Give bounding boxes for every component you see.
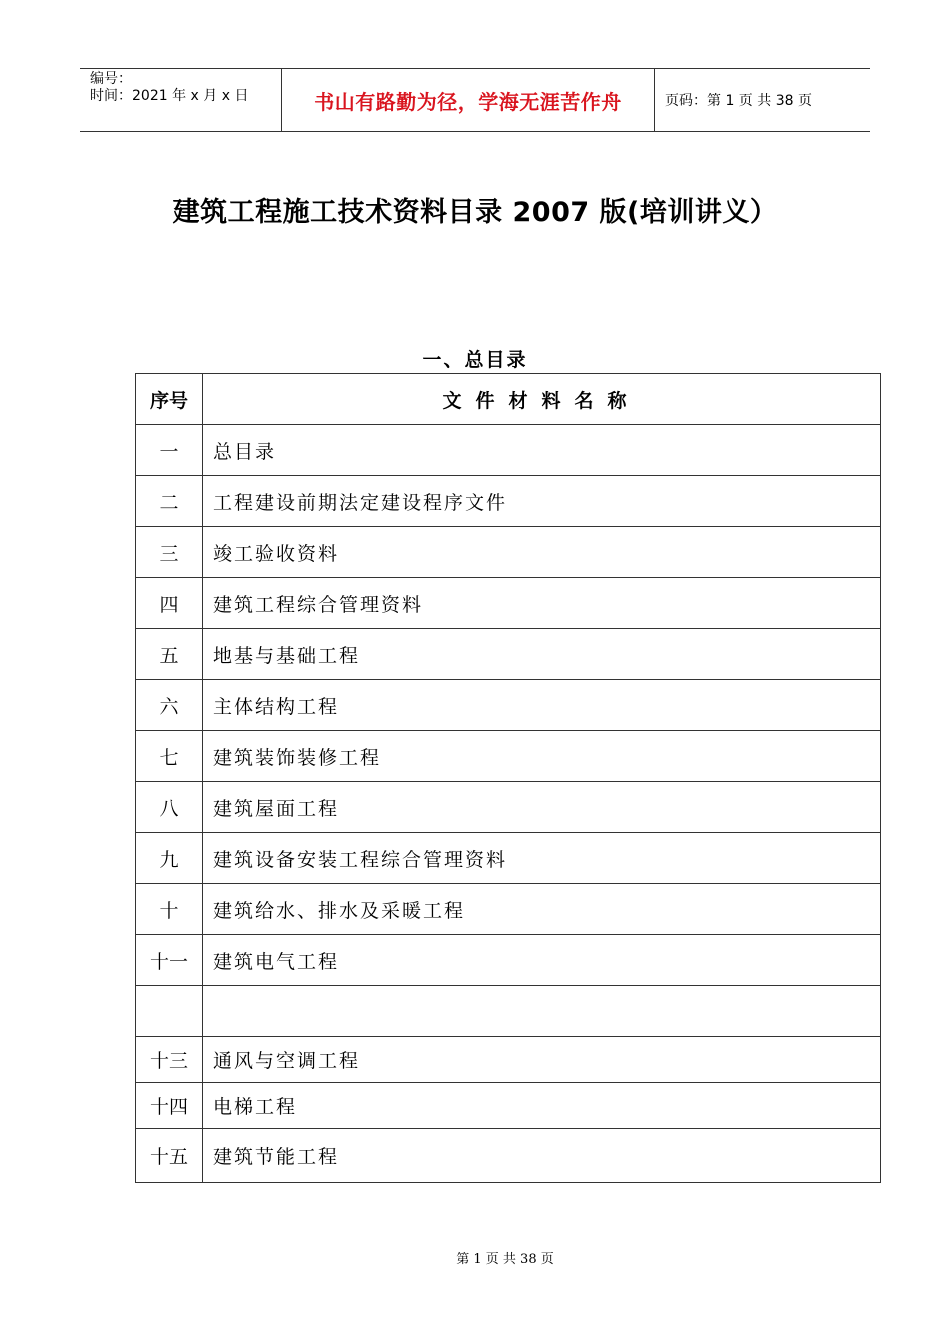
row-name: 主体结构工程 [203,680,881,731]
row-name: 总目录 [203,425,881,476]
row-name: 建筑工程综合管理资料 [203,578,881,629]
row-number: 十一 [136,935,203,986]
table-row [136,578,881,629]
row-name: 电梯工程 [203,1083,881,1129]
table-row [136,782,881,833]
header-page-info: 页码：第 1 页 共 38 页 [665,93,812,109]
row-number: 三 [136,527,203,578]
row-name: 建筑屋面工程 [203,782,881,833]
page-footer: 第 1 页 共 38 页 [456,1252,554,1267]
document-title: 建筑工程施工技术资料目录 2007 版(培训讲义） [172,197,778,228]
section-title: 一、总目录 [422,349,528,371]
page-header [80,68,870,132]
row-number: 一 [136,425,203,476]
table-row [136,884,881,935]
toc-body [136,425,881,1183]
table-row [136,629,881,680]
row-number: 四 [136,578,203,629]
row-number: 二 [136,476,203,527]
table-row [136,425,881,476]
table-row [136,833,881,884]
row-name: 通风与空调工程 [203,1037,881,1083]
row-name: 建筑设备安装工程综合管理资料 [203,833,881,884]
table-row [136,731,881,782]
table-row [136,1083,881,1129]
row-name: 建筑给水、排水及采暖工程 [203,884,881,935]
table-row [136,1129,881,1183]
row-number: 九 [136,833,203,884]
row-name [203,986,881,1037]
table-row [136,476,881,527]
row-name: 建筑电气工程 [203,935,881,986]
header-motto: 书山有路勤为径，学海无涯苦作舟 [281,69,655,131]
row-number: 十四 [136,1083,203,1129]
document-date: 时间：2021 年 x 月 x 日 [90,88,249,104]
toc-header-row [136,374,881,425]
table-row [136,935,881,986]
row-name: 建筑节能工程 [203,1129,881,1183]
row-number: 十五 [136,1129,203,1183]
row-number: 七 [136,731,203,782]
row-name: 建筑装饰装修工程 [203,731,881,782]
row-number [136,986,203,1037]
document-number-label: 编号： [90,71,132,87]
column-header-number: 序号 [136,374,203,425]
row-number: 五 [136,629,203,680]
row-number: 六 [136,680,203,731]
table-row [136,527,881,578]
table-row [136,680,881,731]
row-number: 十 [136,884,203,935]
row-name: 竣工验收资料 [203,527,881,578]
header-meta [80,69,280,133]
toc-table [135,373,881,1183]
row-number: 八 [136,782,203,833]
table-row [136,1037,881,1083]
column-header-name: 文件材料名称 [203,374,881,425]
row-number: 十三 [136,1037,203,1083]
row-name: 工程建设前期法定建设程序文件 [203,476,881,527]
row-name: 地基与基础工程 [203,629,881,680]
table-row [136,986,881,1037]
